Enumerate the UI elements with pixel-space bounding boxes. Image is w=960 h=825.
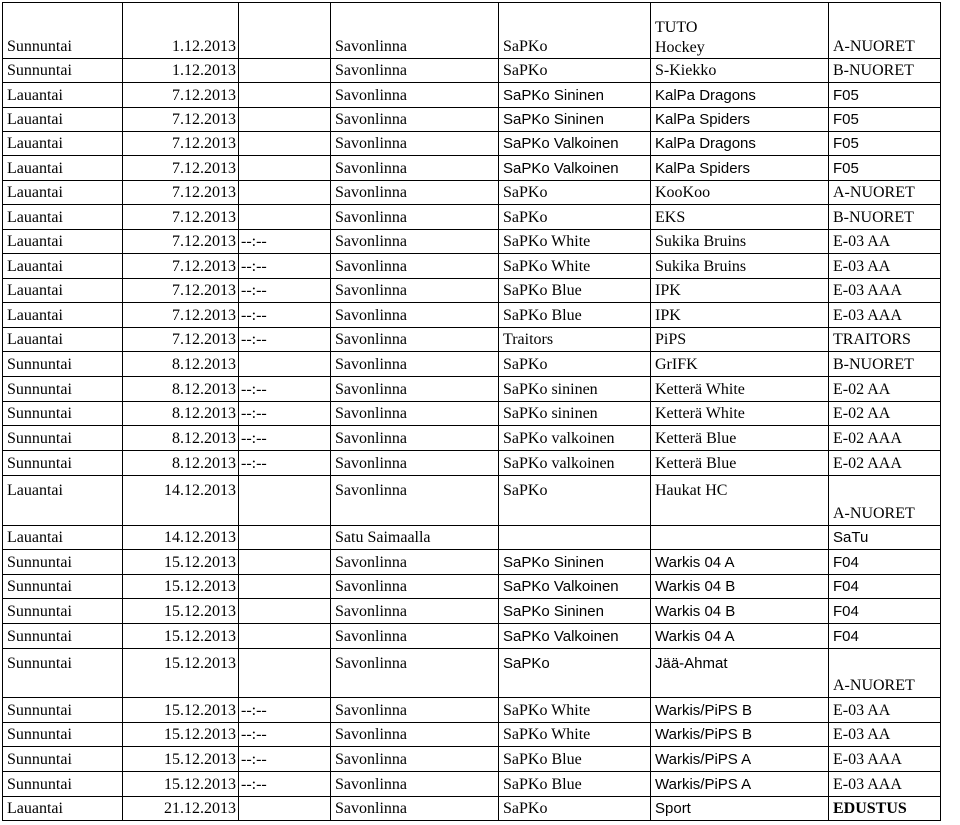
- home-team-cell: SaPKo: [499, 205, 651, 230]
- day-cell: Lauantai: [3, 328, 123, 352]
- table-row: [3, 156, 941, 181]
- home-team-cell: SaPKo Valkoinen: [499, 156, 651, 181]
- series-cell: E-02 AAA: [829, 426, 941, 451]
- place-cell: Savonlinna: [331, 205, 499, 230]
- table-row: [3, 254, 941, 279]
- time-cell: --:--: [239, 402, 331, 426]
- date-cell: 15.12.2013: [123, 624, 239, 649]
- away-team-cell: Warkis/PiPS B: [651, 723, 829, 747]
- home-team-cell: SaPKo Blue: [499, 747, 651, 772]
- date-cell: 8.12.2013: [123, 451, 239, 476]
- away-team-cell: Warkis/PiPS B: [651, 698, 829, 723]
- series-cell: F04: [829, 624, 941, 649]
- table-row: [3, 279, 941, 303]
- date-cell: 7.12.2013: [123, 279, 239, 303]
- place-cell: Savonlinna: [331, 3, 499, 59]
- day-cell: Lauantai: [3, 181, 123, 205]
- series-cell: B-NUORET: [829, 205, 941, 230]
- series-cell: E-03 AA: [829, 698, 941, 723]
- time-cell: --:--: [239, 254, 331, 279]
- date-cell: 7.12.2013: [123, 181, 239, 205]
- date-cell: 14.12.2013: [123, 476, 239, 526]
- home-team-cell: SaPKo: [499, 649, 651, 698]
- date-cell: 15.12.2013: [123, 550, 239, 575]
- place-cell: Satu Saimaalla: [331, 526, 499, 550]
- table-row: [3, 181, 941, 205]
- date-cell: 15.12.2013: [123, 599, 239, 624]
- table-row: [3, 526, 941, 550]
- date-cell: 14.12.2013: [123, 526, 239, 550]
- series-cell: F05: [829, 132, 941, 156]
- place-cell: Savonlinna: [331, 352, 499, 377]
- place-cell: Savonlinna: [331, 772, 499, 797]
- away-team-cell: EKS: [651, 205, 829, 230]
- place-cell: Savonlinna: [331, 426, 499, 451]
- away-team-cell: Sukika Bruins: [651, 254, 829, 279]
- time-cell: [239, 649, 331, 698]
- series-cell: F05: [829, 83, 941, 108]
- home-team-cell: SaPKo White: [499, 254, 651, 279]
- away-team-cell: Warkis 04 A: [651, 624, 829, 649]
- place-cell: Savonlinna: [331, 254, 499, 279]
- table-row: [3, 377, 941, 402]
- table-row: [3, 550, 941, 575]
- place-cell: Savonlinna: [331, 230, 499, 254]
- place-cell: Savonlinna: [331, 279, 499, 303]
- place-cell: Savonlinna: [331, 156, 499, 181]
- away-team-cell: GrIFK: [651, 352, 829, 377]
- time-cell: --:--: [239, 377, 331, 402]
- table-row: [3, 328, 941, 352]
- game-schedule-table: [2, 2, 941, 821]
- table-row: [3, 59, 941, 83]
- date-cell: 15.12.2013: [123, 772, 239, 797]
- day-cell: Lauantai: [3, 797, 123, 821]
- date-cell: 15.12.2013: [123, 575, 239, 599]
- day-cell: Sunnuntai: [3, 723, 123, 747]
- date-cell: 7.12.2013: [123, 83, 239, 108]
- home-team-cell: SaPKo Sininen: [499, 83, 651, 108]
- day-cell: Sunnuntai: [3, 698, 123, 723]
- away-team-cell: KalPa Spiders: [651, 156, 829, 181]
- date-cell: 15.12.2013: [123, 747, 239, 772]
- day-cell: Sunnuntai: [3, 426, 123, 451]
- place-cell: Savonlinna: [331, 402, 499, 426]
- away-team-cell: Haukat HC: [651, 476, 829, 526]
- table-row: [3, 230, 941, 254]
- home-team-cell: SaPKo Valkoinen: [499, 575, 651, 599]
- day-cell: Sunnuntai: [3, 599, 123, 624]
- away-team-cell: S-Kiekko: [651, 59, 829, 83]
- day-cell: Lauantai: [3, 205, 123, 230]
- time-cell: --:--: [239, 772, 331, 797]
- home-team-cell: SaPKo sininen: [499, 377, 651, 402]
- day-cell: Sunnuntai: [3, 352, 123, 377]
- away-team-cell: Ketterä Blue: [651, 426, 829, 451]
- table-row: [3, 599, 941, 624]
- time-cell: [239, 575, 331, 599]
- away-team-cell: [651, 3, 829, 59]
- home-team-cell: SaPKo Sininen: [499, 599, 651, 624]
- series-cell: A-NUORET: [829, 3, 941, 59]
- table-row: [3, 426, 941, 451]
- series-cell: E-03 AAA: [829, 303, 941, 328]
- time-cell: [239, 550, 331, 575]
- day-cell: Lauantai: [3, 132, 123, 156]
- day-cell: Sunnuntai: [3, 772, 123, 797]
- series-cell: F04: [829, 599, 941, 624]
- away-team-cell: Warkis 04 B: [651, 599, 829, 624]
- table-row: [3, 83, 941, 108]
- place-cell: Savonlinna: [331, 181, 499, 205]
- series-cell: A-NUORET: [829, 181, 941, 205]
- time-cell: [239, 476, 331, 526]
- series-cell: E-03 AA: [829, 254, 941, 279]
- away-team-line2: Hockey: [655, 39, 705, 56]
- series-cell: A-NUORET: [829, 476, 941, 526]
- series-cell: TRAITORS: [829, 328, 941, 352]
- date-cell: 7.12.2013: [123, 108, 239, 132]
- time-cell: --:--: [239, 451, 331, 476]
- table-row: [3, 624, 941, 649]
- day-cell: Lauantai: [3, 476, 123, 526]
- home-team-cell: SaPKo White: [499, 230, 651, 254]
- away-team-cell: Warkis/PiPS A: [651, 772, 829, 797]
- place-cell: Savonlinna: [331, 797, 499, 821]
- series-cell: F04: [829, 550, 941, 575]
- place-cell: Savonlinna: [331, 83, 499, 108]
- table-row: [3, 3, 941, 59]
- series-cell: E-02 AAA: [829, 451, 941, 476]
- date-cell: 8.12.2013: [123, 352, 239, 377]
- table-row: [3, 649, 941, 698]
- time-cell: --:--: [239, 723, 331, 747]
- home-team-cell: SaPKo: [499, 352, 651, 377]
- time-cell: --:--: [239, 303, 331, 328]
- place-cell: Savonlinna: [331, 476, 499, 526]
- place-cell: Savonlinna: [331, 599, 499, 624]
- day-cell: Sunnuntai: [3, 575, 123, 599]
- day-cell: Lauantai: [3, 230, 123, 254]
- home-team-cell: SaPKo valkoinen: [499, 426, 651, 451]
- home-team-cell: SaPKo: [499, 797, 651, 821]
- place-cell: Savonlinna: [331, 550, 499, 575]
- home-team-cell: SaPKo Blue: [499, 279, 651, 303]
- date-cell: 8.12.2013: [123, 377, 239, 402]
- away-team-cell: KalPa Dragons: [651, 132, 829, 156]
- series-cell: E-03 AA: [829, 723, 941, 747]
- place-cell: Savonlinna: [331, 303, 499, 328]
- date-cell: 8.12.2013: [123, 402, 239, 426]
- time-cell: [239, 526, 331, 550]
- time-cell: --:--: [239, 698, 331, 723]
- date-cell: 15.12.2013: [123, 723, 239, 747]
- time-cell: [239, 624, 331, 649]
- time-cell: --:--: [239, 328, 331, 352]
- day-cell: Lauantai: [3, 526, 123, 550]
- away-team-cell: Warkis 04 A: [651, 550, 829, 575]
- date-cell: 15.12.2013: [123, 698, 239, 723]
- time-cell: [239, 205, 331, 230]
- away-team-line1: TUTO: [655, 19, 698, 36]
- home-team-cell: SaPKo: [499, 181, 651, 205]
- time-cell: [239, 3, 331, 59]
- home-team-cell: SaPKo Sininen: [499, 550, 651, 575]
- away-team-cell: Warkis/PiPS A: [651, 747, 829, 772]
- day-cell: Sunnuntai: [3, 451, 123, 476]
- home-team-cell: SaPKo: [499, 59, 651, 83]
- date-cell: 7.12.2013: [123, 254, 239, 279]
- away-team-cell: Sukika Bruins: [651, 230, 829, 254]
- schedule-body: [3, 3, 941, 821]
- away-team-cell: Jää-Ahmat: [651, 649, 829, 698]
- place-cell: Savonlinna: [331, 723, 499, 747]
- table-row: [3, 797, 941, 821]
- home-team-cell: SaPKo Blue: [499, 772, 651, 797]
- day-cell: Lauantai: [3, 108, 123, 132]
- day-cell: Sunnuntai: [3, 377, 123, 402]
- table-row: [3, 132, 941, 156]
- away-team-cell: [651, 526, 829, 550]
- day-cell: Sunnuntai: [3, 3, 123, 59]
- away-team-cell: Ketterä Blue: [651, 451, 829, 476]
- away-team-cell: IPK: [651, 279, 829, 303]
- day-cell: Lauantai: [3, 303, 123, 328]
- date-cell: 7.12.2013: [123, 303, 239, 328]
- day-cell: Lauantai: [3, 83, 123, 108]
- table-row: [3, 723, 941, 747]
- table-row: [3, 698, 941, 723]
- time-cell: [239, 181, 331, 205]
- time-cell: [239, 599, 331, 624]
- away-team-cell: KooKoo: [651, 181, 829, 205]
- day-cell: Sunnuntai: [3, 624, 123, 649]
- table-row: [3, 402, 941, 426]
- table-row: [3, 575, 941, 599]
- home-team-cell: SaPKo Blue: [499, 303, 651, 328]
- place-cell: Savonlinna: [331, 649, 499, 698]
- series-cell: E-02 AA: [829, 402, 941, 426]
- time-cell: [239, 156, 331, 181]
- day-cell: Sunnuntai: [3, 649, 123, 698]
- table-row: [3, 108, 941, 132]
- date-cell: 7.12.2013: [123, 156, 239, 181]
- table-row: [3, 476, 941, 526]
- day-cell: Sunnuntai: [3, 59, 123, 83]
- home-team-cell: SaPKo: [499, 3, 651, 59]
- date-cell: 7.12.2013: [123, 205, 239, 230]
- place-cell: Savonlinna: [331, 59, 499, 83]
- series-cell: F05: [829, 156, 941, 181]
- time-cell: [239, 83, 331, 108]
- place-cell: Savonlinna: [331, 575, 499, 599]
- home-team-cell: SaPKo valkoinen: [499, 451, 651, 476]
- table-row: [3, 352, 941, 377]
- place-cell: Savonlinna: [331, 698, 499, 723]
- home-team-cell: SaPKo: [499, 476, 651, 526]
- date-cell: 15.12.2013: [123, 649, 239, 698]
- away-team-cell: Ketterä White: [651, 377, 829, 402]
- time-cell: --:--: [239, 230, 331, 254]
- time-cell: [239, 797, 331, 821]
- time-cell: [239, 352, 331, 377]
- date-cell: 1.12.2013: [123, 59, 239, 83]
- series-cell: B-NUORET: [829, 352, 941, 377]
- away-team-cell: PiPS: [651, 328, 829, 352]
- date-cell: 8.12.2013: [123, 426, 239, 451]
- home-team-cell: SaPKo sininen: [499, 402, 651, 426]
- series-cell: SaTu: [829, 526, 941, 550]
- time-cell: --:--: [239, 426, 331, 451]
- away-team-cell: Warkis 04 B: [651, 575, 829, 599]
- place-cell: Savonlinna: [331, 747, 499, 772]
- day-cell: Lauantai: [3, 279, 123, 303]
- table-row: [3, 205, 941, 230]
- series-cell: F04: [829, 575, 941, 599]
- time-cell: [239, 59, 331, 83]
- home-team-cell: SaPKo Valkoinen: [499, 132, 651, 156]
- away-team-cell: Ketterä White: [651, 402, 829, 426]
- date-cell: 1.12.2013: [123, 3, 239, 59]
- series-cell: E-02 AA: [829, 377, 941, 402]
- date-cell: 7.12.2013: [123, 230, 239, 254]
- date-cell: 7.12.2013: [123, 328, 239, 352]
- date-cell: 21.12.2013: [123, 797, 239, 821]
- day-cell: Sunnuntai: [3, 550, 123, 575]
- home-team-cell: Traitors: [499, 328, 651, 352]
- away-team-cell: KalPa Dragons: [651, 83, 829, 108]
- time-cell: [239, 132, 331, 156]
- series-cell: E-03 AAA: [829, 279, 941, 303]
- away-team-cell: KalPa Spiders: [651, 108, 829, 132]
- day-cell: Lauantai: [3, 156, 123, 181]
- away-team-cell: Sport: [651, 797, 829, 821]
- place-cell: Savonlinna: [331, 451, 499, 476]
- series-cell: E-03 AAA: [829, 772, 941, 797]
- series-cell: A-NUORET: [829, 649, 941, 698]
- home-team-cell: SaPKo White: [499, 723, 651, 747]
- place-cell: Savonlinna: [331, 377, 499, 402]
- away-team-cell: IPK: [651, 303, 829, 328]
- table-row: [3, 772, 941, 797]
- home-team-cell: SaPKo Sininen: [499, 108, 651, 132]
- place-cell: Savonlinna: [331, 108, 499, 132]
- home-team-cell: SaPKo Valkoinen: [499, 624, 651, 649]
- home-team-cell: SaPKo White: [499, 698, 651, 723]
- day-cell: Sunnuntai: [3, 402, 123, 426]
- date-cell: 7.12.2013: [123, 132, 239, 156]
- series-cell: B-NUORET: [829, 59, 941, 83]
- place-cell: Savonlinna: [331, 328, 499, 352]
- table-row: [3, 303, 941, 328]
- place-cell: Savonlinna: [331, 624, 499, 649]
- day-cell: Sunnuntai: [3, 747, 123, 772]
- series-cell: EDUSTUS: [829, 797, 941, 821]
- time-cell: [239, 108, 331, 132]
- series-cell: F05: [829, 108, 941, 132]
- place-cell: Savonlinna: [331, 132, 499, 156]
- table-row: [3, 451, 941, 476]
- series-cell: E-03 AAA: [829, 747, 941, 772]
- series-cell: E-03 AA: [829, 230, 941, 254]
- home-team-cell: [499, 526, 651, 550]
- day-cell: Lauantai: [3, 254, 123, 279]
- time-cell: --:--: [239, 279, 331, 303]
- time-cell: --:--: [239, 747, 331, 772]
- table-row: [3, 747, 941, 772]
